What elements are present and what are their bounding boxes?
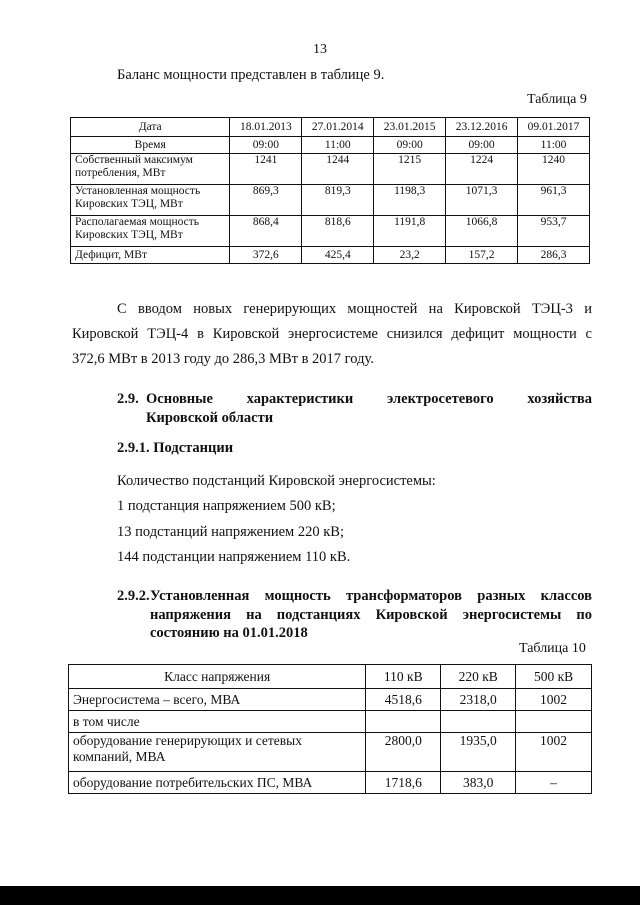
table10-row <box>69 711 592 733</box>
table10-header-cell: 110 кВ <box>366 665 441 689</box>
scan-bottom-edge <box>0 886 640 905</box>
table10-cell <box>366 711 441 733</box>
table10-row <box>69 689 592 711</box>
table10-cell <box>441 711 516 733</box>
table10-header-cell: 220 кВ <box>441 665 516 689</box>
substation-item-110kv: 144 подстанции напряжением 110 кВ. <box>117 549 351 565</box>
table9-cell: 868,4 <box>230 216 302 247</box>
table10-row-label: оборудование генерирующих и сетевых компаний, МВА <box>69 733 366 772</box>
deficit-paragraph-line2: Кировской ТЭЦ-4 в Кировской энергосистеме снизился дефицит мощности с <box>72 326 592 342</box>
table9-cell: 1240 <box>518 154 590 185</box>
table9-row <box>71 137 590 154</box>
table10-row-label: оборудование потребительских ПС, МВА <box>69 772 366 794</box>
section-2-9-2-line3: состоянию на 01.01.2018 <box>150 625 308 641</box>
section-2-9-title-line1: Основные характеристики электросетевого хозяйства <box>146 391 592 407</box>
table9-header-row <box>71 118 590 137</box>
table9-header-cell: 23.12.2016 <box>446 118 518 137</box>
table9-cell: 09:00 <box>230 137 302 154</box>
deficit-paragraph-line1: С вводом новых генерирующих мощностей на Кировской ТЭЦ-3 и <box>117 301 592 317</box>
table9-cell: 11:00 <box>518 137 590 154</box>
table10-cell: 4518,6 <box>366 689 441 711</box>
table9-cell: 09:00 <box>446 137 518 154</box>
table9-header-cell: 23.01.2015 <box>374 118 446 137</box>
table10-header-cell: Класс напряжения <box>69 665 366 689</box>
table9-cell: 1244 <box>302 154 374 185</box>
substations-intro: Количество подстанций Кировской энергосистемы: <box>117 473 436 489</box>
power-balance-table <box>70 117 590 264</box>
table9-header-cell: 18.01.2013 <box>230 118 302 137</box>
transformer-capacity-table <box>68 664 592 794</box>
table10-header-row <box>69 665 592 689</box>
table9-header-cell: 27.01.2014 <box>302 118 374 137</box>
table10-row <box>69 772 592 794</box>
table9-cell: 1215 <box>374 154 446 185</box>
table10-cell: 1935,0 <box>441 733 516 772</box>
table10-caption: Таблица 10 <box>519 641 586 656</box>
table9-row-label: Время <box>71 137 230 154</box>
section-2-9-number: 2.9. <box>117 391 139 407</box>
table9-cell: 1224 <box>446 154 518 185</box>
table9-row <box>71 247 590 264</box>
substation-item-220kv: 13 подстанций напряжением 220 кВ; <box>117 524 344 540</box>
table10-cell <box>516 711 592 733</box>
deficit-paragraph-line3: 372,6 МВт в 2013 году до 286,3 МВт в 2017 году. <box>72 351 374 367</box>
section-2-9-1-heading: 2.9.1. Подстанции <box>117 440 234 456</box>
table9-cell: 425,4 <box>302 247 374 264</box>
table9-row-label: Дефицит, МВт <box>71 247 230 264</box>
table9-header-cell: 09.01.2017 <box>518 118 590 137</box>
table9-caption: Таблица 9 <box>527 92 587 107</box>
section-2-9-2-number: 2.9.2. <box>117 588 150 604</box>
table9-row <box>71 216 590 247</box>
table9-cell: 961,3 <box>518 185 590 216</box>
table10-cell: 1002 <box>516 689 592 711</box>
section-2-9-2-line1: Установленная мощность трансформаторов разных классов <box>150 588 592 604</box>
page-number: 13 <box>313 42 327 57</box>
table10-cell: – <box>516 772 592 794</box>
table9-cell: 11:00 <box>302 137 374 154</box>
table10-cell: 383,0 <box>441 772 516 794</box>
table9-row-label: Располагаемая мощность Кировских ТЭЦ, МВт <box>71 216 230 247</box>
table9-cell: 157,2 <box>446 247 518 264</box>
table9-cell: 372,6 <box>230 247 302 264</box>
table10-row <box>69 733 592 772</box>
table9-cell: 23,2 <box>374 247 446 264</box>
section-2-9-title-line2: Кировской области <box>146 410 274 426</box>
substation-item-500kv: 1 подстанция напряжением 500 кВ; <box>117 498 336 514</box>
table10-row-label: в том числе <box>69 711 366 733</box>
table9-cell: 1066,8 <box>446 216 518 247</box>
table9-cell: 286,3 <box>518 247 590 264</box>
balance-intro: Баланс мощности представлен в таблице 9. <box>117 67 385 83</box>
section-2-9-2-line2: напряжения на подстанциях Кировской энергосистемы по <box>150 607 592 623</box>
table10-cell: 2318,0 <box>441 689 516 711</box>
table9-row-label: Установленная мощность Кировских ТЭЦ, МВт <box>71 185 230 216</box>
table9-cell: 1191,8 <box>374 216 446 247</box>
table9-cell: 869,3 <box>230 185 302 216</box>
table9-cell: 1198,3 <box>374 185 446 216</box>
table10-cell: 1718,6 <box>366 772 441 794</box>
table9-cell: 1071,3 <box>446 185 518 216</box>
table9-cell: 09:00 <box>374 137 446 154</box>
table10-row-label: Энергосистема – всего, МВА <box>69 689 366 711</box>
table10-cell: 2800,0 <box>366 733 441 772</box>
table9-row <box>71 185 590 216</box>
table9-cell: 819,3 <box>302 185 374 216</box>
table10-header-cell: 500 кВ <box>516 665 592 689</box>
table9-row-label: Собственный максимум потребления, МВт <box>71 154 230 185</box>
table9-header-cell: Дата <box>71 118 230 137</box>
table9-row <box>71 154 590 185</box>
table10-cell: 1002 <box>516 733 592 772</box>
table9-cell: 818,6 <box>302 216 374 247</box>
table9-cell: 1241 <box>230 154 302 185</box>
table9-cell: 953,7 <box>518 216 590 247</box>
